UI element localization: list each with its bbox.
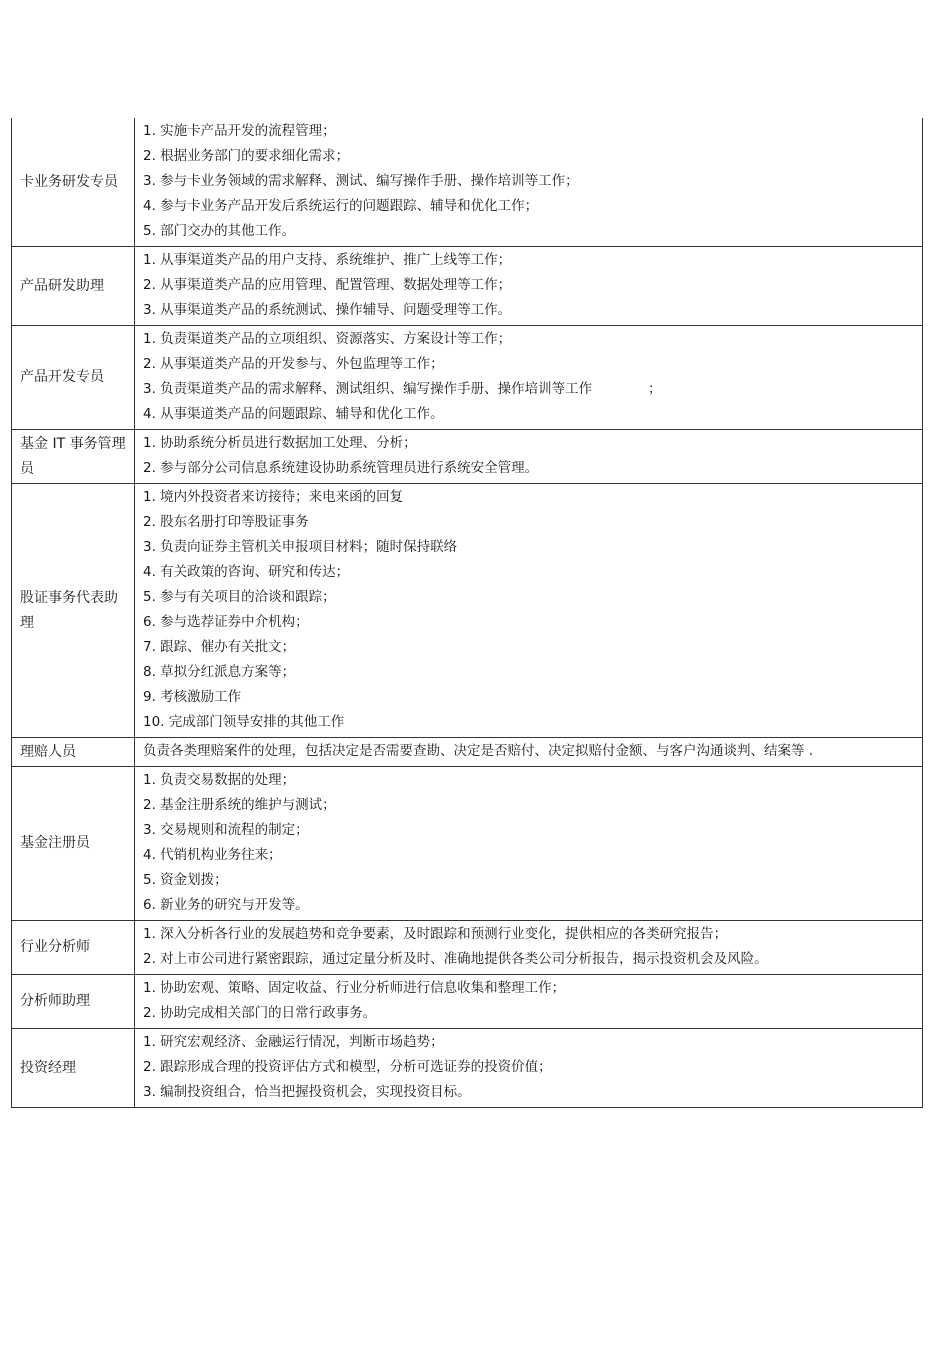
- duty-line: 3. 从事渠道类产品的系统测试、操作辅导、问题受理等工作。: [143, 302, 512, 318]
- duty-line: 3. 编制投资组合，恰当把握投资机会，实现投资目标。: [143, 1084, 471, 1100]
- duty-line: 2. 参与部分公司信息系统建设协助系统管理员进行系统安全管理。: [143, 460, 539, 476]
- duty-line: 6. 参与选荐证券中介机构；: [143, 614, 309, 630]
- duty-line: 1. 负责交易数据的处理；: [143, 772, 296, 788]
- table-row: [12, 767, 923, 921]
- role-label: 行业分析师: [20, 939, 90, 955]
- duty-line: 1. 从事渠道类产品的用户支持、系统维护、推广上线等工作；: [143, 252, 512, 268]
- duty-line: 2. 根据业务部门的要求细化需求；: [143, 148, 350, 164]
- role-cell: [12, 484, 135, 738]
- duty-line: 4. 代销机构业务往来；: [143, 847, 282, 863]
- table-row: [12, 326, 923, 430]
- table-row: [12, 484, 923, 738]
- duties-cell: [135, 484, 923, 738]
- role-label: 基金 IT 事务管理员: [20, 435, 126, 477]
- role-cell: [12, 921, 135, 975]
- role-label: 产品研发助理: [20, 277, 104, 294]
- duty-paragraph: 负责各类理赔案件的处理，包括决定是否需要查勘、决定是否赔付、决定拟赔付金额、与客户沟通谈判、结案等 .: [143, 743, 814, 759]
- duty-line: 5. 部门交办的其他工作。: [143, 223, 296, 239]
- duty-line: 2. 股东名册打印等股证事务: [143, 514, 309, 530]
- duty-line: 5. 参与有关项目的洽谈和跟踪；: [143, 589, 336, 605]
- table-row: [12, 247, 923, 326]
- role-cell: [12, 118, 135, 247]
- duty-line: 2. 协助完成相关部门的日常行政事务。: [143, 1005, 377, 1021]
- duty-line: 2. 从事渠道类产品的应用管理、配置管理、数据处理等工作；: [143, 277, 512, 293]
- duty-line: 1. 境内外投资者来访接待；来电来函的回复: [143, 489, 404, 505]
- duty-line: 4. 有关政策的咨询、研究和传达；: [143, 564, 350, 580]
- table-row: [12, 738, 923, 767]
- role-cell: [12, 430, 135, 484]
- duty-line: 3. 负责渠道类产品的需求解释、测试组织、编写操作手册、操作培训等工作 ；: [143, 381, 662, 397]
- duty-line: 6. 新业务的研究与开发等。: [143, 897, 309, 913]
- duty-line: 3. 交易规则和流程的制定；: [143, 822, 309, 838]
- role-cell: [12, 767, 135, 921]
- role-label: 分析师助理: [20, 993, 90, 1009]
- duty-line: 2. 基金注册系统的维护与测试；: [143, 797, 336, 813]
- role-label: 卡业务研发专员: [20, 173, 118, 190]
- duties-cell: [135, 326, 923, 430]
- duties-cell: [135, 118, 923, 247]
- duty-line: 3. 参与卡业务领域的需求解释、测试、编写操作手册、操作培训等工作；: [143, 173, 579, 189]
- duty-line: 2. 对上市公司进行紧密跟踪，通过定量分析及时、准确地提供各类公司分析报告，揭示投资机会及风险。: [143, 951, 768, 967]
- role-cell: [12, 247, 135, 326]
- duties-cell: [135, 975, 923, 1029]
- duty-line: 2. 跟踪形成合理的投资评估方式和模型，分析可选证券的投资价值；: [143, 1059, 552, 1075]
- role-label: 基金注册员: [20, 835, 90, 851]
- job-duties-table: [11, 118, 923, 1108]
- duty-line: 1. 研究宏观经济、金融运行情况，判断市场趋势；: [143, 1034, 444, 1050]
- duty-line: 4. 从事渠道类产品的问题跟踪、辅导和优化工作。: [143, 406, 444, 422]
- role-label: 理赔人员: [20, 743, 76, 760]
- duty-line: 1. 协助系统分析员进行数据加工处理、分析；: [143, 435, 417, 451]
- table-row: [12, 975, 923, 1029]
- duty-line: 5. 资金划拨；: [143, 872, 228, 888]
- duty-line: 9. 考核激励工作: [143, 689, 242, 705]
- role-label: 产品开发专员: [20, 369, 104, 385]
- duty-line: 1. 实施卡产品开发的流程管理；: [143, 123, 336, 139]
- role-label: 投资经理: [20, 1059, 76, 1076]
- duty-line: 2. 从事渠道类产品的开发参与、外包监理等工作；: [143, 356, 444, 372]
- duty-line: 7. 跟踪、催办有关批文；: [143, 639, 296, 655]
- duty-line: 4. 参与卡业务产品开发后系统运行的问题跟踪、辅导和优化工作；: [143, 198, 539, 214]
- duties-cell: [135, 921, 923, 975]
- duties-cell: [135, 738, 923, 767]
- duty-line: 1. 负责渠道类产品的立项组织、资源落实、方案设计等工作；: [143, 331, 512, 347]
- table-row: [12, 118, 923, 247]
- duty-line: 10. 完成部门领导安排的其他工作: [143, 714, 345, 730]
- duties-cell: [135, 430, 923, 484]
- table-row: [12, 430, 923, 484]
- role-cell: [12, 326, 135, 430]
- duty-line: 1. 协助宏观、策略、固定收益、行业分析师进行信息收集和整理工作；: [143, 980, 566, 996]
- table-row: [12, 921, 923, 975]
- role-label: 股证事务代表助理: [20, 589, 118, 631]
- duties-cell: [135, 767, 923, 921]
- duty-line: 3. 负责向证券主管机关申报项目材料；随时保持联络: [143, 539, 458, 555]
- table-row: [12, 1029, 923, 1108]
- duties-cell: [135, 247, 923, 326]
- role-cell: [12, 975, 135, 1029]
- duty-line: 8. 草拟分红派息方案等；: [143, 664, 296, 680]
- duty-line: 1. 深入分析各行业的发展趋势和竞争要素，及时跟踪和预测行业变化，提供相应的各类研究报告；: [143, 926, 728, 942]
- role-cell: [12, 738, 135, 767]
- duties-cell: [135, 1029, 923, 1108]
- role-cell: [12, 1029, 135, 1108]
